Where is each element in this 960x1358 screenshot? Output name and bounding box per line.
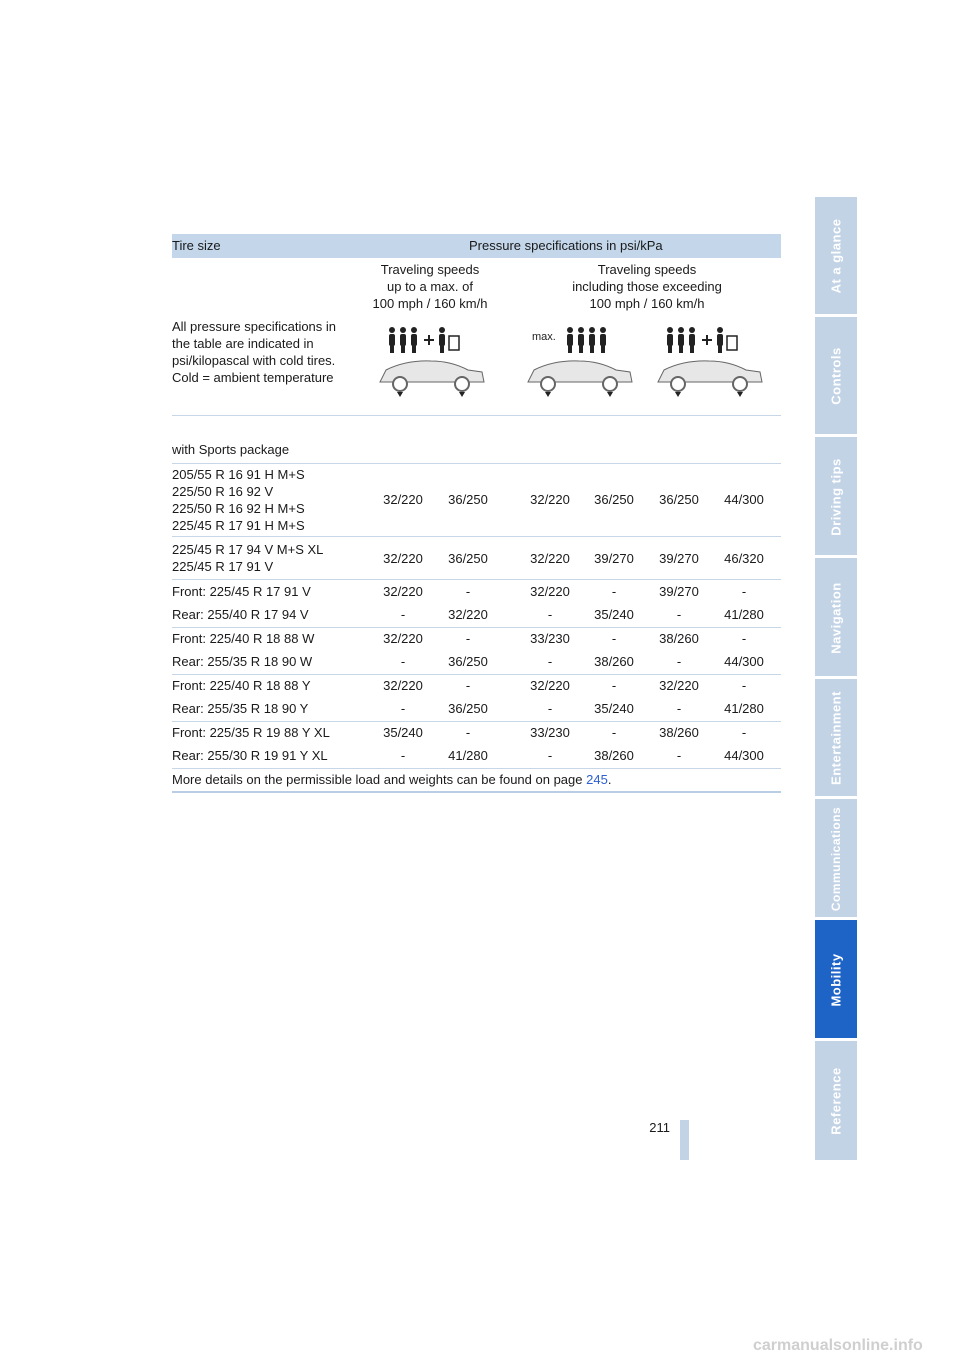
page-link[interactable]: 245: [586, 772, 608, 787]
table-cell: 44/300: [724, 492, 764, 507]
table-cell: 32/220: [383, 492, 423, 507]
table-cell: 36/250: [448, 654, 488, 669]
table-cell: -: [400, 748, 406, 763]
page-number: 211: [649, 1120, 670, 1135]
table-cell: 46/320: [724, 551, 764, 566]
table-cell: 32/220: [448, 607, 488, 622]
header-tire-size: Tire size: [172, 238, 221, 253]
table-row-tire: 225/45 R 17 94 V M+S XL 225/45 R 17 91 V: [172, 542, 324, 574]
table-cell: -: [547, 701, 553, 716]
divider: [172, 721, 781, 722]
table-cell: -: [676, 701, 682, 716]
table-cell: 35/240: [594, 701, 634, 716]
table-cell: -: [676, 607, 682, 622]
table-row-tire: Rear: 255/35 R 18 90 Y: [172, 701, 309, 716]
table-cell: -: [400, 654, 406, 669]
column-heading-over-100: Traveling speeds including those exceeding 100 mph / 160 km/h: [572, 262, 722, 311]
divider: [172, 536, 781, 537]
table-cell: -: [465, 584, 471, 599]
table-cell: -: [400, 607, 406, 622]
table-cell: 35/240: [594, 607, 634, 622]
table-cell: 38/260: [659, 631, 699, 646]
table-cell: 38/260: [594, 748, 634, 763]
table-cell: -: [611, 584, 617, 599]
table-cell: 41/280: [724, 701, 764, 716]
divider: [172, 579, 781, 580]
table-cell: -: [547, 748, 553, 763]
header-pressure: Pressure specifications in psi/kPa: [469, 238, 663, 253]
tab-at-a-glance[interactable]: At a glance: [815, 197, 857, 315]
table-cell: 36/250: [448, 701, 488, 716]
table-cell: 32/220: [659, 678, 699, 693]
table-header: [172, 234, 781, 258]
table-cell: 44/300: [724, 654, 764, 669]
table-cell: 32/220: [383, 678, 423, 693]
table-cell: 36/250: [659, 492, 699, 507]
page-number-bar: [680, 1120, 689, 1160]
car-load-full-icon: [654, 324, 774, 398]
table-row-tire: 205/55 R 16 91 H M+S 225/50 R 16 92 V 225/50 R 16 92 H M+S 225/45 R 17 91 H M+S: [172, 467, 305, 533]
table-row-tire: Front: 225/35 R 19 88 Y XL: [172, 725, 330, 740]
table-cell: 32/220: [530, 551, 570, 566]
table-cell: -: [400, 701, 406, 716]
table-row-tire: Rear: 255/40 R 17 94 V: [172, 607, 309, 622]
max-label: max.: [532, 331, 556, 343]
table-cell: 41/280: [448, 748, 488, 763]
table-cell: -: [741, 725, 747, 740]
table-cell: -: [465, 725, 471, 740]
tab-communications[interactable]: Communications: [815, 799, 857, 918]
table-cell: 41/280: [724, 607, 764, 622]
table-cell: -: [465, 631, 471, 646]
tab-controls[interactable]: Controls: [815, 317, 857, 435]
table-cell: -: [547, 607, 553, 622]
table-cell: 32/220: [530, 584, 570, 599]
table-cell: 35/240: [383, 725, 423, 740]
table-cell: -: [611, 678, 617, 693]
table-cell: -: [611, 725, 617, 740]
table-cell: 33/230: [530, 631, 570, 646]
divider: [172, 674, 781, 675]
table-cell: -: [611, 631, 617, 646]
column-heading-up-to-100: Traveling speeds up to a max. of 100 mph / 160 km/h: [372, 262, 488, 311]
table-cell: 38/260: [594, 654, 634, 669]
tab-mobility[interactable]: Mobility: [815, 920, 857, 1039]
load-weights-note: More details on the permissible load and weights can be found on page 245.: [172, 772, 612, 787]
divider: [172, 415, 781, 416]
table-cell: 32/220: [383, 584, 423, 599]
table-cell: -: [741, 584, 747, 599]
tab-reference[interactable]: Reference: [815, 1041, 857, 1160]
section-heading: with Sports package: [172, 442, 290, 457]
table-cell: -: [676, 654, 682, 669]
table-cell: 36/250: [448, 551, 488, 566]
table-cell: 39/270: [659, 584, 699, 599]
tab-navigation[interactable]: Navigation: [815, 558, 857, 677]
table-cell: 44/300: [724, 748, 764, 763]
car-load-light-icon: [376, 324, 496, 398]
table-row-tire: Front: 225/40 R 18 88 W: [172, 631, 315, 646]
divider: [172, 463, 781, 464]
table-row-tire: Front: 225/40 R 18 88 Y: [172, 678, 311, 693]
table-row-tire: Rear: 255/35 R 18 90 W: [172, 654, 313, 669]
table-cell: -: [741, 631, 747, 646]
table-cell: 38/260: [659, 725, 699, 740]
table-cell: 36/250: [448, 492, 488, 507]
table-cell: -: [741, 678, 747, 693]
table-cell: 32/220: [530, 678, 570, 693]
cold-tire-note: All pressure specifications in the table are indicated in psi/kilopascal with cold tires. Cold = ambient temperature: [172, 319, 337, 385]
table-row-tire: Front: 225/45 R 17 91 V: [172, 584, 311, 599]
table-cell: 33/230: [530, 725, 570, 740]
table-row-tire: Rear: 255/30 R 19 91 Y XL: [172, 748, 328, 763]
table-cell: -: [547, 654, 553, 669]
tab-entertainment[interactable]: Entertainment: [815, 679, 857, 797]
car-load-max-persons-icon: [524, 324, 644, 398]
tab-driving-tips[interactable]: Driving tips: [815, 437, 857, 556]
divider: [172, 627, 781, 628]
table-cell: 39/270: [594, 551, 634, 566]
table-cell: 32/220: [383, 551, 423, 566]
table-cell: -: [465, 678, 471, 693]
table-cell: 32/220: [383, 631, 423, 646]
table-cell: 32/220: [530, 492, 570, 507]
table-cell: 39/270: [659, 551, 699, 566]
divider: [172, 768, 781, 769]
watermark: carmanualsonline.info: [753, 1337, 923, 1354]
divider: [172, 791, 781, 793]
table-cell: -: [676, 748, 682, 763]
table-cell: 36/250: [594, 492, 634, 507]
